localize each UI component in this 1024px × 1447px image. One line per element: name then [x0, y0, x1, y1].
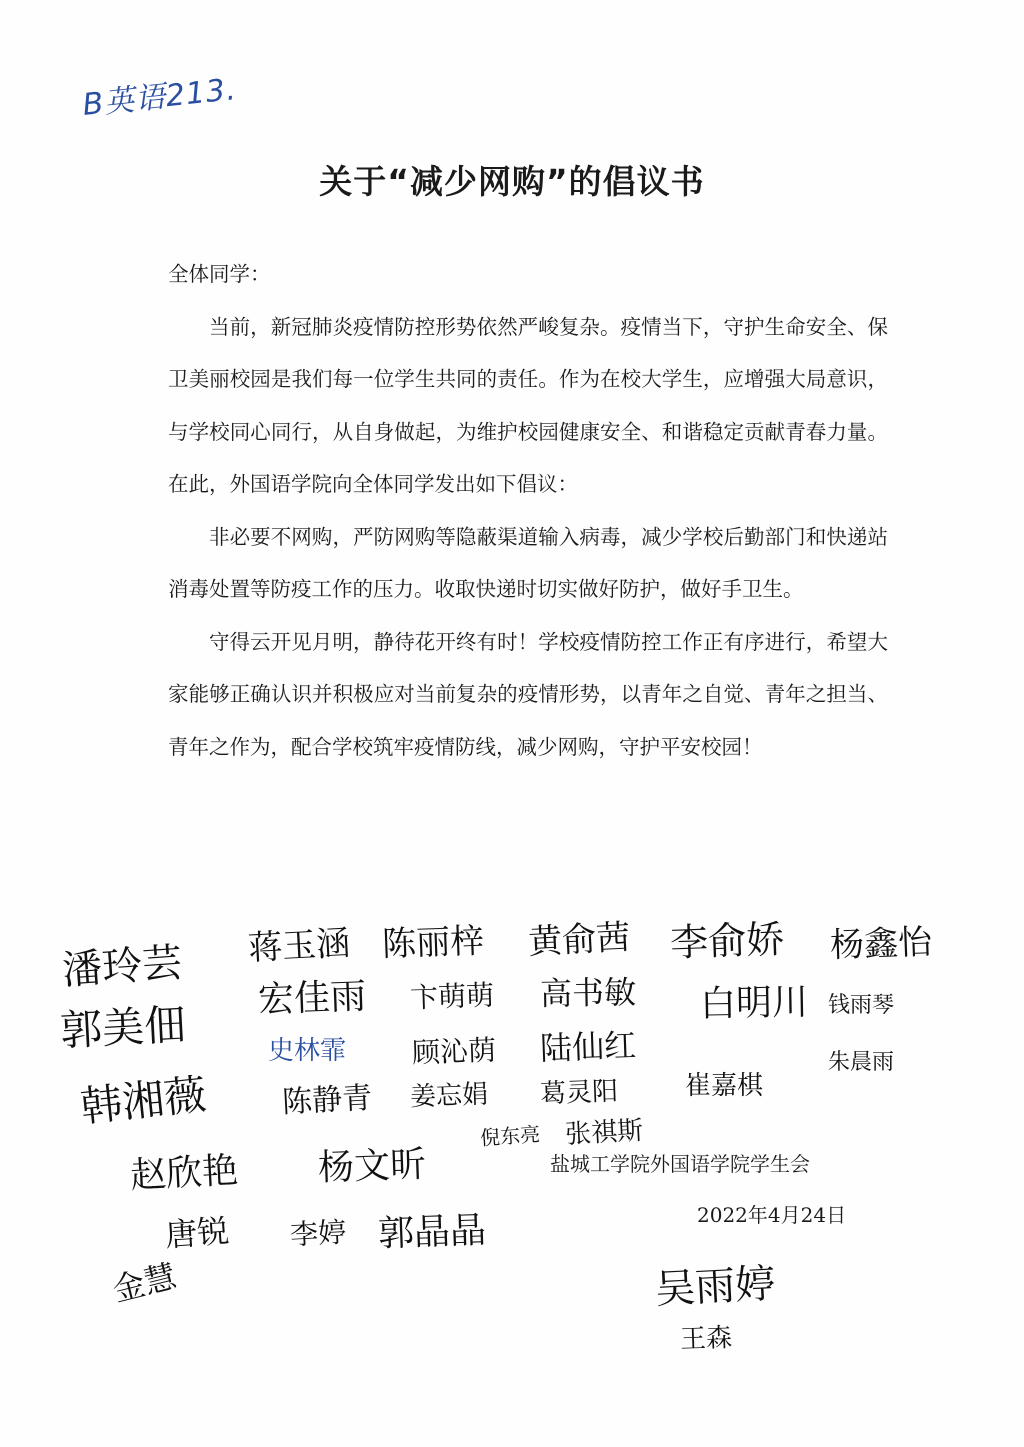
signature: 史林霏	[268, 1036, 347, 1066]
signature: 吴雨婷	[654, 1260, 777, 1314]
signature: 潘玲芸	[60, 939, 184, 995]
signature: 韩湘薇	[78, 1069, 209, 1132]
paragraph-3: 守得云开见月明，静待花开终有时！学校疫情防控工作正有序进行，希望大家能够正确认识并积极应对当前复杂的疫情形势，以青年之自觉、青年之担当、青年之作为，配合学校筑牢疫情防线，减少网购，守护平安校园！	[168, 629, 888, 759]
signature: 倪东亮	[479, 1121, 541, 1151]
signature: 崔嘉棋	[685, 1071, 764, 1101]
document-date: 2022年4月24日	[697, 1203, 847, 1227]
signature: 唐锐	[163, 1211, 231, 1255]
signature: 宏佳雨	[257, 976, 367, 1021]
signature: 姜忘娟	[409, 1079, 489, 1113]
signature: 陆仙红	[539, 1026, 637, 1068]
signature: 郭晶晶	[377, 1210, 487, 1255]
signature: 顾沁荫	[411, 1033, 497, 1070]
handwritten-class-note: B英语213.	[80, 72, 239, 123]
paragraph-1: 当前，新冠肺炎疫情防控形势依然严峻复杂。疫情当下，守护生命安全、保卫美丽校园是我们每一位学生共同的责任。作为在校大学生，应增强大局意识，与学校同心同行，从自身做起，为维护校园健康安全、和谐稳定贡献青春力量。在此，外国语学院向全体同学发出如下倡议：	[168, 314, 888, 496]
signature: 杨文昕	[317, 1144, 427, 1189]
organization-name: 盐城工学院外国语学院学生会	[550, 1152, 810, 1176]
signature: 高书敏	[539, 973, 637, 1013]
signature: 李俞娇	[669, 917, 785, 965]
signature: 赵欣艳	[129, 1150, 240, 1197]
signature: 王森	[679, 1323, 733, 1355]
signature: 张祺斯	[564, 1115, 644, 1151]
signature: 陈静青	[281, 1080, 374, 1121]
signature: 卞萌萌	[409, 978, 495, 1015]
signature: 杨鑫怡	[829, 922, 933, 966]
signature: 黄俞茜	[527, 917, 632, 963]
signature: 郭美佃	[58, 999, 188, 1056]
signature: 朱晨雨	[828, 1050, 895, 1075]
paragraph-2: 非必要不网购，严防网购等隐蔽渠道输入病毒，减少学校后勤部门和快递站消毒处置等防疫工作的压力。收取快递时切实做好防护，做好手卫生。	[168, 524, 888, 601]
salutation: 全体同学：	[168, 262, 271, 286]
signature: 李婷	[289, 1215, 347, 1252]
document-title: 关于“减少网购”的倡议书	[319, 162, 705, 201]
signature: 蒋玉涵	[247, 923, 352, 969]
signature: 陈丽梓	[381, 921, 485, 965]
signature: 钱雨琴	[828, 993, 895, 1018]
signature: 白明川	[699, 982, 809, 1025]
signature: 金慧	[108, 1256, 181, 1310]
document-body	[168, 248, 888, 773]
signature: 葛灵阳	[539, 1076, 619, 1110]
